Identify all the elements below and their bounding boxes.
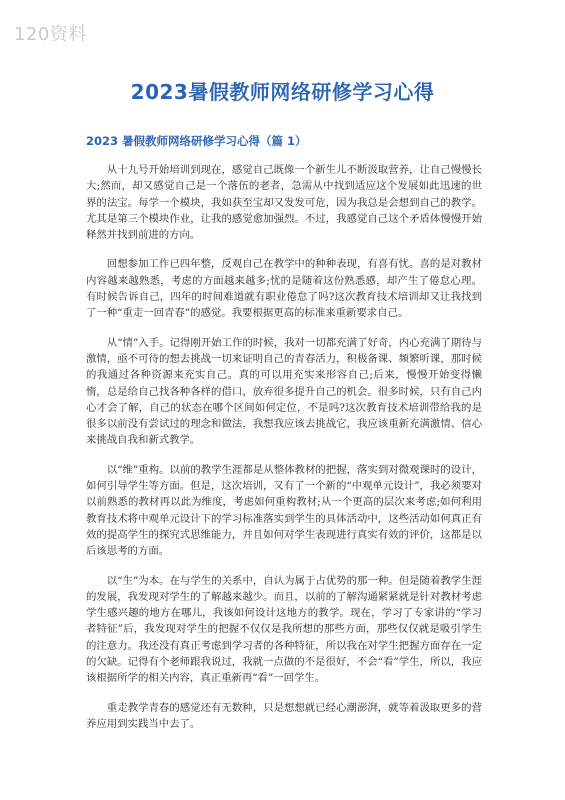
paragraph: 重走教学青春的感觉还有无数种，只是想想就已经心潮澎湃，就等着汲取更多的营养应用到实践当中去了。: [86, 701, 482, 730]
paragraph: 从“情”入手。记得刚开始工作的时候，我对一切都充满了好奇，内心充满了期待与激情，亟不可待的想去挑战一切来证明自己的青春活力，积极备课、频繁听课，那时候的我通过各种资源来充实自己。真的可以用充实来形容自己;后来，慢慢开始变得懒惰，总是给自己找各种各样的借口，放弃很多提升自己的机会。很多时候，只有自己内心才会了解，自己的状态在哪个区间如何定位，不是吗?这次教育技术培训带给我的是很多以前没有尝试过的理念和做法，我想我应该去挑战它，我应该重新充满激情、信心来挑战自我和新式教学。: [86, 336, 482, 447]
section-title: 2023 暑假教师网络研修学习心得（篇 1）: [86, 134, 307, 148]
paragraph: 从十九号开始培训到现在，感觉自己既像一个新生儿不断汲取营养，让自己慢慢长大;然而，却又感觉自己是一个落伍的老者，急需从中找到适应这个发展如此迅速的世界的法宝。每学一个模块，我如获至宝却又发发可危，因为我总是会想到自己的教学。尤其是第三个模块作业，让我的感觉愈加强烈。不过，我感觉自己这个矛盾体慢慢开始释然并找到前进的方向。: [86, 164, 482, 242]
paragraph: 以“生”为本。在与学生的关系中，自认为属于占优势的那一种。但是随着教学生涯的发展，我发现对学生的了解越来越少。而且，以前的了解沟通紧紧就是针对教材考虑学生感兴趣的地方在哪儿，我该如何设计这地方的教学。现在，学习了专家讲的“学习者特征”后，我发现对学生的把握不仅仅是我所想的那些方面，那些仅仅就是吸引学生的注意力。我还没有真正考虑到学习者的各种特征，所以我在对学生把握方面存在一定的欠缺。记得有个老师跟我说过，我就一点做的不是很好，不会“看”学生，所以，我应该根据所学的相关内容，真正重新再“看”一回学生。: [86, 574, 482, 685]
paragraph: 回想参加工作已四年整，反观自己在教学中的种种表现，有喜有忧。喜的是对教材内容越来越熟悉，考虑的方面越来越多;忧的是随着这份熟悉感，却产生了倦怠心理。有时候告诉自己，四年的时间难道就有职业倦怠了吗?这次教育技术培训却又让我找到了一种“重走一回青春”的感觉。我要根据更高的标准来重新要求自己。: [86, 258, 482, 320]
watermark-logo: 120资料: [14, 24, 87, 45]
document-body: [86, 162, 482, 745]
paragraph: 以“维”重构。以前的教学生涯都是从整体教材的把握，落实到对微观课时的设计，如何引导学生等方面。但是，这次培训，又有了一个新的“中观单元设计”，我必须要对以前熟悉的教材再以此为维度，考虑如何重构教材;从一个更高的层次来考虑;如何利用教育技术将中观单元设计下的学习标准落实到学生的具体活动中，这些活动如何真正有效的提高学生的探究式思维能力，并且如何对学生表现进行真实有效的评价，这都是以后该思考的方面。: [86, 463, 482, 558]
document-title: 2023暑假教师网络研修学习心得: [130, 80, 435, 104]
